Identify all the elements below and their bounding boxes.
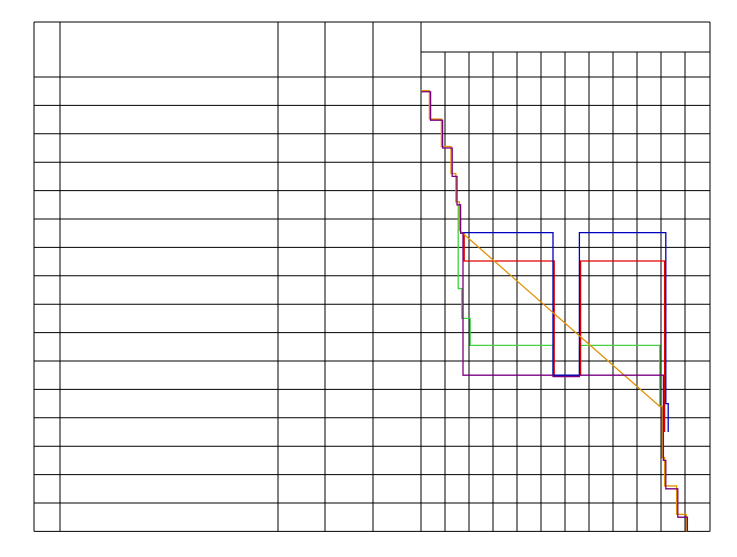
table-grid [34,22,710,531]
gantt-lines [421,91,687,532]
